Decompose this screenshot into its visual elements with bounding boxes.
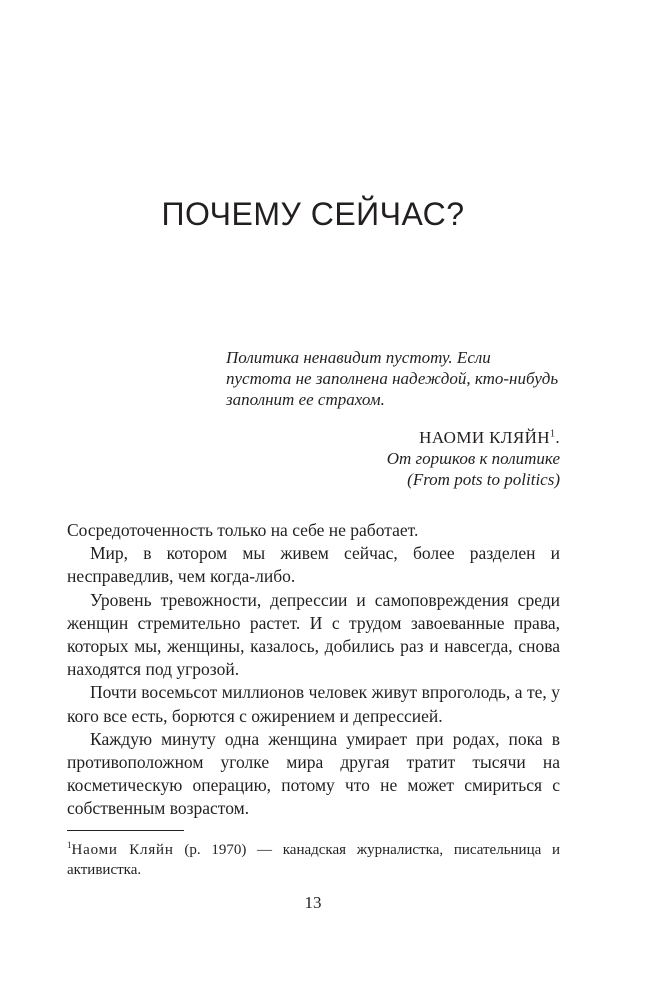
footnote-reference: 1 [549, 428, 556, 440]
epigraph-quote: Политика ненавидит пустоту. Если пустота не заполнена надеждой, кто-нибудь заполнит ее страхом. [226, 348, 559, 409]
footnote-marker: 1 [67, 840, 72, 850]
body-text [67, 519, 560, 821]
paragraph: Уровень тревожности, депрессии и самоповреждения среди женщин стремительно растет. И с трудом завоеванные права, которых мы, женщины, казалось, добились раз и навсегда, снова находятся под угрозой. [67, 589, 560, 680]
footnote-name: Наоми Кляйн [71, 842, 174, 858]
footnote-text: (р. 1970) — канадская журналистка, писательница и активистка. [67, 842, 560, 878]
footnote-divider [67, 830, 184, 831]
chapter-title: ПОЧЕМУ СЕЙЧАС? [161, 196, 465, 232]
page-number: 13 [304, 893, 322, 912]
epigraph-source-ru: От горшков к политике [386, 449, 560, 468]
epigraph-author: НАОМИ КЛЯЙН$^1$. [419, 428, 560, 447]
epigraph [226, 347, 560, 490]
epigraph-attribution [226, 427, 560, 490]
paragraph: Каждую минуту одна женщина умирает при родах, пока в противоположном уголке мира другая тратит тысячи на косметическую операцию, потому что не может смириться с собственным возрастом. [67, 728, 560, 819]
paragraph: Сосредоточенность только на себе не работает. [67, 520, 419, 540]
paragraph: Почти восемьсот миллионов человек живут впроголодь, а те, у кого все есть, борются с ожирением и депрессией. [67, 682, 560, 726]
epigraph-source-en: (From pots to politics) [407, 470, 560, 489]
footnote [67, 840, 560, 880]
paragraph: Мир, в котором мы живем сейчас, более разделен и несправедлив, чем когда-либо. [67, 543, 560, 587]
epigraph-author-name: НАОМИ КЛЯЙН [419, 428, 550, 447]
